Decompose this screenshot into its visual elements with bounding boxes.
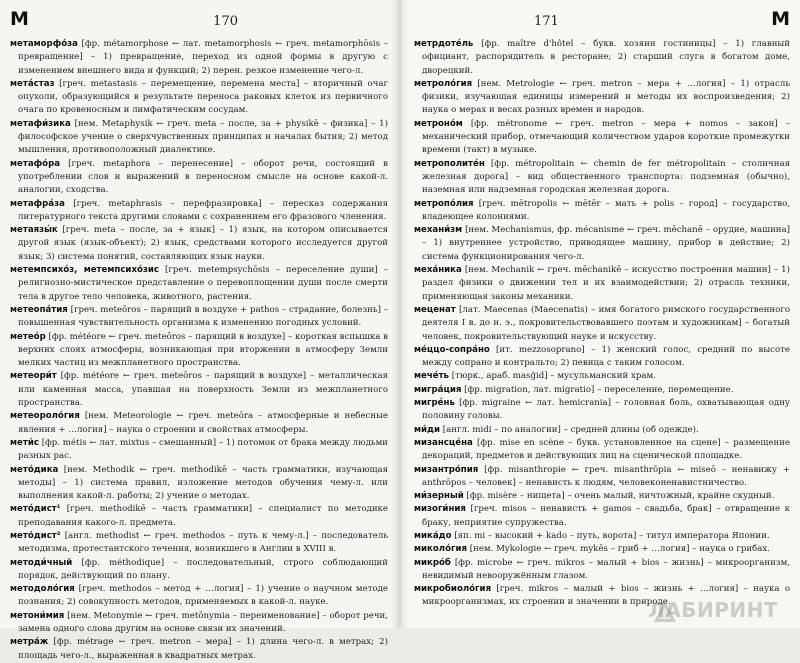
entry-definition: [нем. Mechanismus, фр. mécanisme ← греч. mēchanē – орудие, машина] – 1) внутреннее устройство, приводящее машину, прибор в действие; 2) система функционирования чего-л. [422, 225, 790, 262]
entry-headword: меха́ника [414, 265, 462, 276]
entry-headword: мика́до [414, 530, 452, 541]
entry-headword: метаязы́к [10, 225, 58, 236]
entry-headword: мизантро́пия [414, 464, 479, 475]
dictionary-entry [10, 331, 388, 371]
entry-definition: [фр. météore ← греч. meteōros – парящий в воздухе] – металлическая или каменная масса, упавшая на поверхность Земли из межпланетного пространства. [18, 371, 389, 409]
entry-definition: [греч. methodikē – часть грамматики] – специалист по методике преподавания какого-л. предмета. [18, 504, 388, 528]
dictionary-entry [414, 424, 790, 437]
entry-definition: [фр. métronome ← греч. metron – мера + nomos – закон] – механический прибор, отмечающий количеством ударов короткие промежутки времени (такт) в музыке. [422, 118, 790, 156]
dictionary-entry [414, 344, 790, 371]
entry-headword: механи́зм [414, 225, 463, 236]
dictionary-entry [414, 198, 790, 225]
dictionary-entry [414, 304, 790, 344]
entry-definition: [греч. metaphrasis – перефразировка] – пересказ содержания литературного текста другими словами с сохранением его фразового членения. [18, 198, 388, 222]
dictionary-entry [10, 636, 388, 663]
dictionary-entry [10, 610, 388, 637]
dictionary-entry [10, 158, 388, 198]
entry-definition: [фр. maître d'hôtel – букв. хозяин гостиницы] – 1) главный официант, распорядитель в ресторане; 2) старший слуга в богатом доме, дворецкий. [422, 39, 790, 76]
dictionary-entry [414, 437, 790, 464]
entry-definition: [яп. mi – высокий + kado – путь, ворота] – титул императора Японии. [454, 530, 770, 541]
entry-definition: [фр. microbe ← греч. mikros – малый + bios – жизнь] – микроорганизм, невидимый невооружённым глазом. [422, 557, 790, 581]
dictionary-entry [414, 370, 790, 383]
dictionary-entry [414, 464, 790, 491]
entry-definition: [фр. méthodique] – последовательный, строго соблюдающий порядок, действующий по плану. [18, 557, 388, 581]
dictionary-entry [414, 38, 790, 78]
entry-headword: миколо́гия [414, 544, 468, 555]
entry-definition: [греч. metastasis – перемещение, перемена места] – вторичный очаг опухоли, образующийся в результате переноса раковых клеток из первичного очага по кровеносным и лимфатическим сосудам. [18, 78, 388, 116]
entry-headword: метеороло́гия [10, 411, 80, 422]
dictionary-entry [414, 264, 790, 304]
dictionary-entry [414, 490, 790, 503]
dictionary-entry [414, 530, 790, 543]
dictionary-entry [10, 78, 388, 118]
entry-definition: [нем. Methodik ← греч. methodikē – часть грамматики, изучающая методы] – 1) система правил, изложение методов обучения чему-л. или выполнения какой-л. работы; 2) учение о методах. [18, 464, 388, 502]
entry-definition: [греч. metempsychōsis – переселение души] – религиозно-мистическое представление о перевоплощении души после смерти тела в другое тело человека, животного, растения. [18, 265, 388, 302]
entry-headword: микробиоло́гия [414, 584, 492, 595]
dictionary-entry [10, 503, 388, 530]
dictionary-entry [414, 118, 790, 158]
entry-headword: метафи́зика [10, 118, 71, 129]
entry-definition: [фр. mise en scène – букв. установленное на сцене] – размещение декораций, предметов и действующих лиц на сценической площадке. [422, 437, 791, 462]
entry-headword: мизансце́на [414, 437, 473, 448]
left-page [0, 0, 400, 661]
entry-headword: метаморфо́за [10, 39, 78, 49]
dictionary-entry [414, 384, 790, 397]
entry-headword: мето́дика [10, 464, 59, 475]
dictionary-entry [414, 224, 790, 264]
dictionary-entry [414, 397, 790, 424]
entry-definition: [греч. misos – ненависть + gamos – свадьба, брак] – отвращение к браку, неприятие супружества. [422, 504, 790, 528]
entry-definition: [греч. methodos – метод + …логия] – 1) учение о научном методе познания; 2) совокупность методов, применяемых в какой-л. науке. [18, 584, 389, 608]
entry-headword: меценат [414, 304, 456, 315]
entry-definition: [нем. Mechanik ← греч. mēchanikē – искусство построения машин] – 1) раздел физики о движении тел и их взаимодействии; 2) отрасль техники, применяющая законы механики. [422, 265, 790, 302]
entry-headword: метрдоте́ль [414, 39, 474, 49]
entry-headword: ми́зерный [414, 491, 464, 502]
entry-headword: метроло́гия [414, 78, 473, 89]
entry-definition: [англ. methodist ← греч. methodos – путь к чему-л.] – последователь методизма, протестантского течения, возникшего в Англии в XVIII в. [18, 530, 388, 555]
entry-headword: мето́дист² [10, 530, 61, 541]
dictionary-entry [10, 38, 388, 78]
entry-definition: [лат. Maecenas (Maecenatis) – имя богатого римского государственного деятеля I в. до н. э., покровительствовавшего поэтам и художникам] – богатый человек, покровительствующий науке и искусству. [422, 304, 791, 342]
dictionary-entry [10, 557, 388, 584]
dictionary-entry [10, 530, 388, 557]
entry-definition: [фр. métropolitain ← chemin de fer métropolitain – столичная железная дорога] – вид общественного транспорта: подземная (обычно), наземная или надземная городская железная дорога. [422, 158, 790, 196]
entry-definition: [фр. métis ← лат. mixtus – смешанный] – 1) потомок от брака между людьми разных рас. [18, 437, 389, 462]
entry-headword: метра́ж [10, 637, 49, 648]
dictionary-entry [414, 503, 790, 530]
entry-definition: [фр. météore ← греч. meteōros – парящий в воздухе] – короткая вспышка в верхних слоях атмосферы, возникающая при вторжении в атмосферу Земли мелких частиц из межпланетного пространства. [18, 331, 388, 369]
dictionary-entry [414, 158, 790, 198]
entry-definition: [фр. misanthropie ← греч. misanthrōpia ← miseō – ненавижу + anthrōpos – человек] – ненависть к людям, человеконенавистничество. [422, 464, 790, 488]
entry-definition: [фр. migration, лат. migratio] – переселение, перемещение. [464, 384, 734, 395]
entry-headword: микро́б [414, 557, 451, 568]
entry-definition: [греч. mētropolis ← mētēr – мать + polis – город] – государство, владеющее колониями. [422, 198, 790, 222]
entry-definition: [фр. migraine ← лат. hemicrania] – головная боль, охватывающая одну половину головы. [422, 398, 790, 422]
entry-definition: [нем. Mykologie ← греч. mykēs – гриб + …логия] – наука о грибах. [469, 544, 770, 555]
entry-headword: метропо́лия [414, 198, 474, 209]
right-page [400, 0, 800, 628]
entry-headword: ме́ццо-сопра́но [414, 344, 490, 355]
dictionary-entry [414, 557, 790, 584]
dictionary-entry [10, 264, 388, 304]
entry-headword: мета́стаз [10, 78, 55, 89]
dictionary-entry [10, 118, 388, 158]
entry-definition: [тюрк., араб. masğid] – мусульманский храм. [451, 371, 656, 382]
entry-definition: [фр. métamorphose ← лат. metamorphosis ← греч. metamorphōsis – превращение] – 1) превращение, переход из одной формы в другую с изменением внешнего вида и функций; 2) перен. резкое изменение чего-л. [18, 39, 388, 76]
entry-headword: метеори́т [10, 371, 57, 382]
entry-headword: метемпсихо́з, метемпсихо́зис [10, 265, 159, 276]
entry-headword: мето́дист¹ [10, 504, 61, 515]
entry-definition: [греч. meta – после, за + язык] – 1) язык, на котором описывается другой язык (язык-объект); 2) язык, средствами которого исследуется другой язык; 3) система понятий, составляющих язык науки. [18, 225, 389, 262]
entry-headword: ми́ди [414, 424, 441, 435]
entry-headword: метафра́за [10, 198, 65, 209]
right-page-number: 171 [534, 14, 559, 29]
entry-definition: [нем. Metonymie ← греч. metōnymia – переименование] – оборот речи, замена одного слова другим на основе связи их значений. [18, 610, 388, 635]
dictionary-entry [10, 198, 388, 225]
entry-headword: метеопа́тия [10, 304, 68, 315]
left-section-letter: М [10, 8, 29, 30]
right-page-header [414, 8, 790, 34]
dictionary-entry [414, 543, 790, 556]
entry-headword: мизоги́ния [414, 504, 466, 515]
dictionary-entry [10, 437, 388, 464]
entry-definition: [греч. metaphora – перенесение] – оборот речи, состоящий в употреблении слов и выражений в переносном смысле на основе какой-л. аналогии, сходства. [18, 158, 388, 196]
entry-headword: мече́ть [414, 371, 449, 382]
entry-headword: методи́чный [10, 557, 73, 568]
entry-definition: [нем. Metaphysik ← греч. meta – после, за + physikē – физика] – 1) философское учение о сверхчувственных принципах и началах бытия; 2) метод мышления, противоположный диалектике. [18, 118, 388, 156]
dictionary-entry [10, 410, 388, 437]
entry-definition: [греч. mikros – малый + bios – жизнь + …логия] – наука о микроорганизмах, их строении и значении в природе. [422, 584, 790, 608]
entry-definition: [англ. midi – по аналогии] – средней длины (об одежде). [442, 424, 699, 435]
dictionary-entry [10, 224, 388, 264]
entry-headword: метроно́м [414, 118, 463, 129]
dictionary-entry [10, 304, 388, 331]
entry-definition: [нем. Metrologie ← греч. metron – мера + …логия] – 1) отрасль физики, изучающая единицы измерений и методы их воспроизведения; 2) наука о мерах и весах разных времен и народов. [422, 78, 791, 116]
entry-headword: метрополите́н [414, 158, 485, 169]
left-entries [10, 38, 388, 663]
dictionary-entry [414, 78, 790, 118]
entry-definition: [фр. métrage ← греч. metron – мера] – 1) длина чего-л. в метрах; 2) площадь чего-л., выраженная в квадратных метрах. [18, 637, 389, 661]
left-page-number: 170 [213, 14, 238, 29]
dictionary-entry [10, 583, 388, 610]
entry-headword: методоло́гия [10, 584, 75, 595]
entry-headword: мети́с [10, 437, 39, 448]
dictionary-entry [10, 464, 388, 504]
entry-headword: метео́р [10, 331, 46, 342]
left-page-header [10, 8, 388, 34]
entry-definition: [нем. Meteorologie ← греч. meteōra – атмосферные и небесные явления + …логия] – наука о строении и свойствах атмосферы. [18, 411, 389, 435]
entry-definition: [фр. misère – нищета] – очень малый, ничтожный, крайне скудный. [466, 491, 775, 502]
entry-headword: мигре́нь [414, 398, 455, 409]
entry-headword: мигра́ция [414, 384, 462, 395]
right-entries [414, 38, 790, 610]
entry-headword: метони́мия [10, 610, 65, 621]
entry-definition: [ит. mezzosoprano] – 1) женский голос, средний по высоте между сопрано и контральто; 2) певица с таким голосом. [422, 344, 791, 369]
dictionary-entry [10, 370, 388, 410]
right-section-letter: М [771, 8, 790, 30]
entry-headword: метафо́ра [10, 158, 61, 169]
watermark-text: ЛАБИРИНТ [648, 598, 778, 622]
entry-definition: [греч. meteōros – парящий в воздухе + pathos – страдание, болезнь] – повышенная чувствительность организма к изменению погодных условий. [18, 304, 388, 329]
